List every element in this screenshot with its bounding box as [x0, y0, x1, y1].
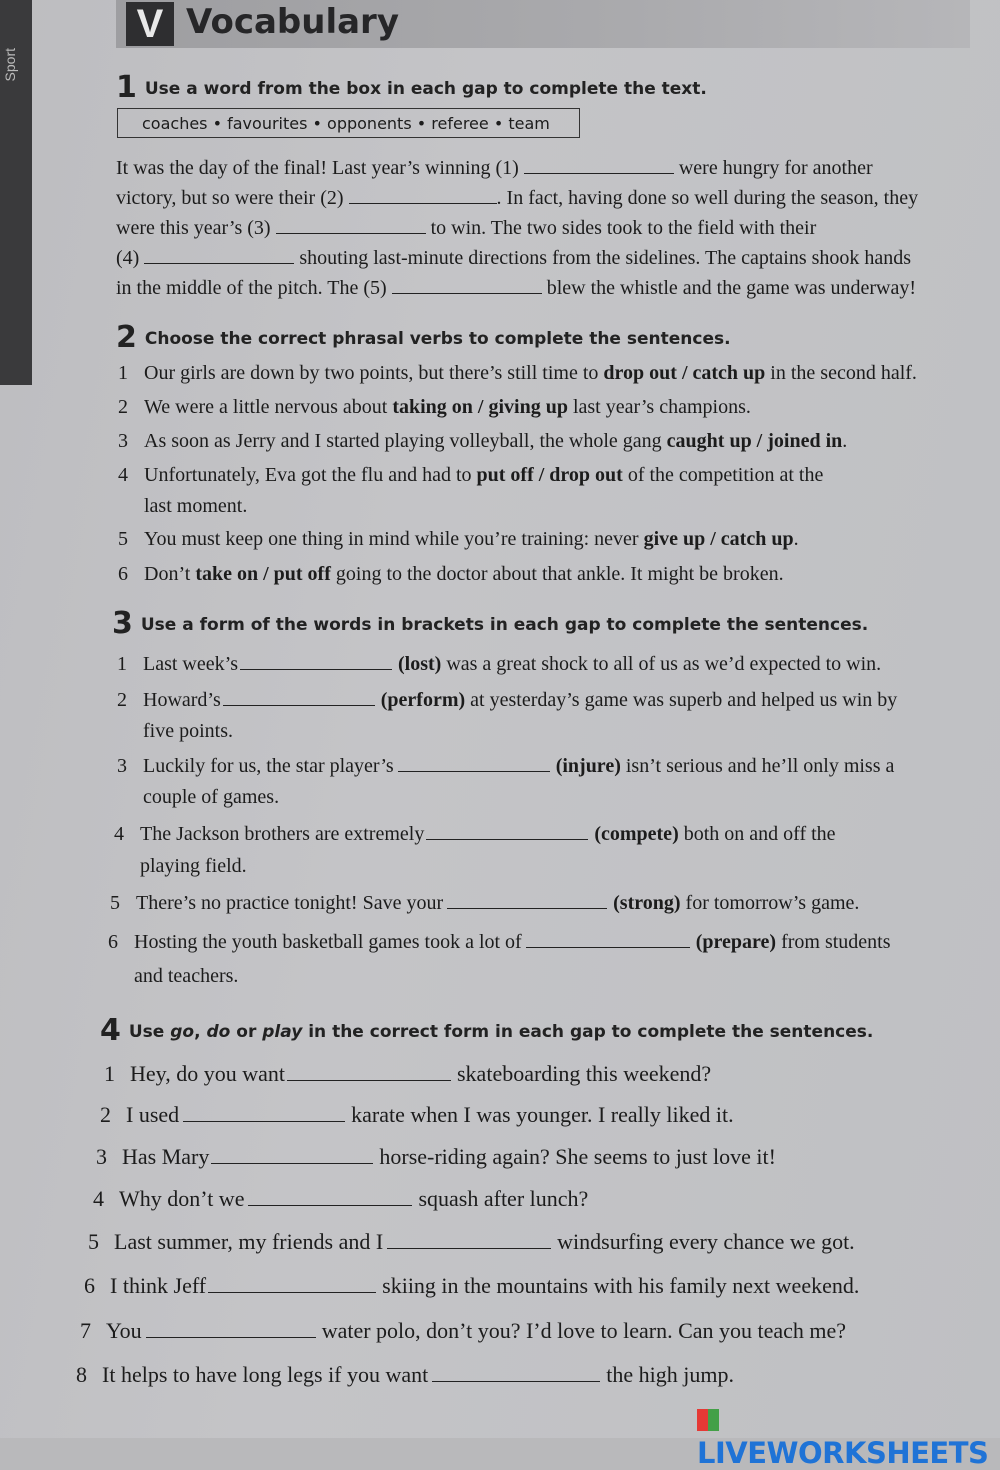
- list-item: [118, 396, 751, 419]
- item-number: 1: [117, 653, 127, 675]
- instruction-text: or: [230, 1022, 263, 1042]
- item-text: horse-riding again? She seems to just love it!: [379, 1144, 776, 1169]
- item-number: 2: [118, 396, 128, 418]
- list-item: [88, 1229, 855, 1255]
- item-text: It helps to have long legs if you want: [102, 1362, 429, 1387]
- item-text: and teachers.: [134, 965, 239, 987]
- text-fragment: . In fact, having done so well during the season, they: [496, 187, 919, 209]
- item-text: Our girls are down by two points, but there’s still time to: [144, 362, 604, 384]
- answer-gap[interactable]: [211, 1147, 373, 1164]
- item-text: karate when I was younger. I really liked it.: [351, 1102, 734, 1127]
- answer-gap-2[interactable]: [349, 187, 497, 204]
- instruction-text: Use: [128, 1022, 171, 1042]
- instruction-text: ,: [194, 1022, 207, 1042]
- word-box: coaches • favourites • opponents • referee • team: [117, 108, 580, 138]
- answer-gap-3[interactable]: [276, 217, 426, 234]
- item-text: I used: [126, 1102, 180, 1127]
- item-number: 4: [114, 823, 124, 845]
- item-number: 2: [100, 1102, 111, 1127]
- item-text: You: [106, 1318, 142, 1343]
- list-item: [118, 528, 799, 551]
- answer-gap[interactable]: [387, 1232, 551, 1249]
- answer-gap[interactable]: [146, 1321, 316, 1338]
- list-item: [100, 1102, 734, 1128]
- instruction-keyword: play: [262, 1022, 303, 1042]
- item-text: of the competition at the: [622, 464, 824, 486]
- item-text: squash after lunch?: [418, 1186, 589, 1211]
- liveworksheets-watermark: [697, 1402, 1000, 1470]
- item-text: last moment.: [144, 495, 248, 517]
- item-number: 5: [118, 528, 128, 550]
- item-text: Unfortunately, Eva got the flu and had to: [144, 464, 477, 486]
- phrasal-verb-choice[interactable]: take on / put off: [195, 563, 331, 585]
- item-number: 5: [88, 1229, 99, 1254]
- text-fragment: to win. The two sides took to the field with their: [430, 217, 817, 239]
- list-item: [108, 965, 238, 988]
- exercise-number: 4: [100, 1013, 121, 1048]
- section-badge: V: [126, 2, 174, 46]
- text-fragment: It was the day of the final! Last year’s winning (1): [116, 157, 519, 179]
- item-text: Hosting the youth basketball games took a lot of: [134, 931, 522, 953]
- list-item: [110, 892, 859, 915]
- item-text: from students: [776, 931, 891, 953]
- list-item: [118, 563, 784, 586]
- text-line: [116, 187, 918, 210]
- text-fragment: were this year’s (3): [116, 217, 271, 239]
- item-text: water polo, don’t you? I’d love to learn. Can you teach me?: [321, 1318, 847, 1343]
- item-text: Why don’t we: [119, 1186, 245, 1211]
- item-text: Don’t: [144, 563, 196, 585]
- list-item: [117, 653, 881, 676]
- answer-gap[interactable]: [183, 1105, 345, 1122]
- bracket-word: (compete): [594, 823, 679, 845]
- answer-gap[interactable]: [432, 1365, 600, 1382]
- item-text: Hey, do you want: [130, 1061, 285, 1086]
- item-number: 7: [80, 1318, 91, 1343]
- exercise-3-heading: [112, 606, 868, 641]
- instruction-keyword: do: [206, 1022, 231, 1042]
- exercise-number: 1: [116, 70, 137, 105]
- item-number: 6: [118, 563, 128, 585]
- item-text: Has Mary: [122, 1144, 210, 1169]
- list-item: [117, 786, 279, 809]
- item-text: last year’s champions.: [567, 396, 751, 418]
- item-text: for tomorrow’s game.: [680, 892, 860, 914]
- answer-gap[interactable]: [223, 689, 375, 706]
- text-fragment: shouting last-minute directions from the sidelines. The captains shook hands: [299, 247, 912, 269]
- item-number: 5: [110, 892, 120, 914]
- item-text: As soon as Jerry and I started playing volleyball, the whole gang: [144, 430, 667, 452]
- item-text: the high jump.: [606, 1362, 734, 1387]
- text-fragment: were hungry for another: [678, 157, 873, 179]
- liveworksheets-logo-icon: [697, 1409, 719, 1431]
- text-fragment: in the middle of the pitch. The (5): [116, 277, 387, 299]
- item-text: in the second half.: [765, 362, 917, 384]
- instruction-text: in the correct form in each gap to complete the sentences.: [302, 1022, 874, 1042]
- item-text: .: [793, 528, 799, 550]
- item-text: There’s no practice tonight! Save your: [136, 892, 444, 914]
- item-number: 6: [108, 931, 118, 953]
- answer-gap-4[interactable]: [144, 247, 294, 264]
- text-line: [116, 217, 816, 240]
- item-number: 8: [76, 1362, 87, 1387]
- answer-gap[interactable]: [526, 931, 690, 948]
- answer-gap[interactable]: [426, 823, 588, 840]
- item-text: You must keep one thing in mind while you’re training: never: [144, 528, 644, 550]
- watermark-text: LIVEWORKSHEETS: [697, 1436, 989, 1470]
- list-item: [114, 823, 836, 846]
- item-number: 4: [118, 464, 128, 486]
- bracket-word: (strong): [613, 892, 681, 914]
- section-title: Vocabulary: [186, 2, 399, 42]
- exercise-number: 3: [112, 606, 133, 641]
- item-text: Howard’s: [143, 689, 221, 711]
- answer-gap[interactable]: [398, 755, 550, 772]
- exercise-1-heading: [116, 70, 707, 105]
- item-text: at yesterday’s game was superb and helped us win by: [465, 689, 898, 711]
- item-text: both on and off the: [678, 823, 836, 845]
- list-item: [114, 855, 247, 878]
- text-fragment: blew the whistle and the game was underway!: [546, 277, 917, 299]
- item-text: skiing in the mountains with his family next weekend.: [382, 1273, 860, 1298]
- phrasal-verb-choice[interactable]: put off / drop out: [476, 464, 623, 486]
- answer-gap[interactable]: [248, 1189, 412, 1206]
- answer-gap[interactable]: [208, 1276, 376, 1293]
- item-number: 6: [84, 1273, 95, 1298]
- side-tab-label: Sport: [2, 48, 18, 82]
- answer-gap[interactable]: [287, 1064, 451, 1081]
- list-item: [118, 430, 847, 453]
- list-item: [96, 1144, 776, 1170]
- list-item: [118, 362, 917, 385]
- list-item: [93, 1186, 588, 1212]
- list-item: [108, 931, 891, 954]
- item-text: skateboarding this weekend?: [457, 1061, 712, 1086]
- exercise-instruction: Choose the correct phrasal verbs to complete the sentences.: [144, 329, 731, 349]
- section-side-tab: [0, 0, 32, 385]
- item-number: 3: [117, 755, 127, 777]
- answer-gap-5[interactable]: [392, 277, 542, 294]
- text-fragment: victory, but so were their (2): [116, 187, 344, 209]
- list-item: [80, 1318, 846, 1344]
- list-item: [117, 755, 894, 778]
- item-number: 3: [96, 1144, 107, 1169]
- answer-gap[interactable]: [447, 892, 607, 909]
- exercise-instruction: Use a form of the words in brackets in each gap to complete the sentences.: [140, 615, 869, 635]
- phrasal-verb-choice[interactable]: give up / catch up: [643, 528, 794, 550]
- list-item: [76, 1362, 734, 1388]
- item-text: was a great shock to all of us as we’d expected to win.: [441, 653, 882, 675]
- item-number: 3: [118, 430, 128, 452]
- list-item: [118, 464, 823, 487]
- item-text: couple of games.: [143, 786, 280, 808]
- list-item: [117, 689, 897, 712]
- instruction-keyword: go: [170, 1022, 195, 1042]
- item-text: The Jackson brothers are extremely: [140, 823, 425, 845]
- bracket-word: (injure): [555, 755, 621, 777]
- exercise-4-heading: [100, 1013, 873, 1048]
- item-text: windsurfing every chance we got.: [557, 1229, 855, 1254]
- item-text: Luckily for us, the star player’s: [143, 755, 394, 777]
- item-text: isn’t serious and he’ll only miss a: [620, 755, 895, 777]
- bracket-word: (prepare): [695, 931, 777, 953]
- exercise-instruction: Use a word from the box in each gap to complete the text.: [144, 79, 707, 99]
- exercise-2-heading: [116, 320, 731, 355]
- item-text: playing field.: [140, 855, 247, 877]
- item-text: .: [842, 430, 848, 452]
- list-item: [84, 1273, 859, 1299]
- answer-gap-1[interactable]: [524, 157, 674, 174]
- answer-gap[interactable]: [240, 653, 392, 670]
- item-text: I think Jeff: [110, 1273, 207, 1298]
- bracket-word: (perform): [380, 689, 466, 711]
- text-line: [116, 157, 873, 180]
- text-fragment: (4): [116, 247, 140, 269]
- item-text: We were a little nervous about: [144, 396, 393, 418]
- item-text: Last summer, my friends and I: [114, 1229, 384, 1254]
- item-number: 4: [93, 1186, 104, 1211]
- phrasal-verb-choice[interactable]: drop out / catch up: [603, 362, 766, 384]
- item-number: 2: [117, 689, 127, 711]
- item-number: 1: [104, 1061, 115, 1086]
- item-text: going to the doctor about that ankle. It might be broken.: [330, 563, 784, 585]
- item-text: Last week’s: [143, 653, 238, 675]
- list-item: [104, 1061, 711, 1087]
- item-text: five points.: [143, 720, 233, 742]
- text-line: [116, 247, 911, 270]
- bracket-word: (lost): [397, 653, 442, 675]
- phrasal-verb-choice[interactable]: taking on / giving up: [392, 396, 568, 418]
- list-item: [118, 495, 247, 518]
- item-number: 1: [118, 362, 128, 384]
- exercise-number: 2: [116, 320, 137, 355]
- list-item: [117, 720, 233, 743]
- text-line: [116, 277, 916, 300]
- phrasal-verb-choice[interactable]: caught up / joined in: [666, 430, 843, 452]
